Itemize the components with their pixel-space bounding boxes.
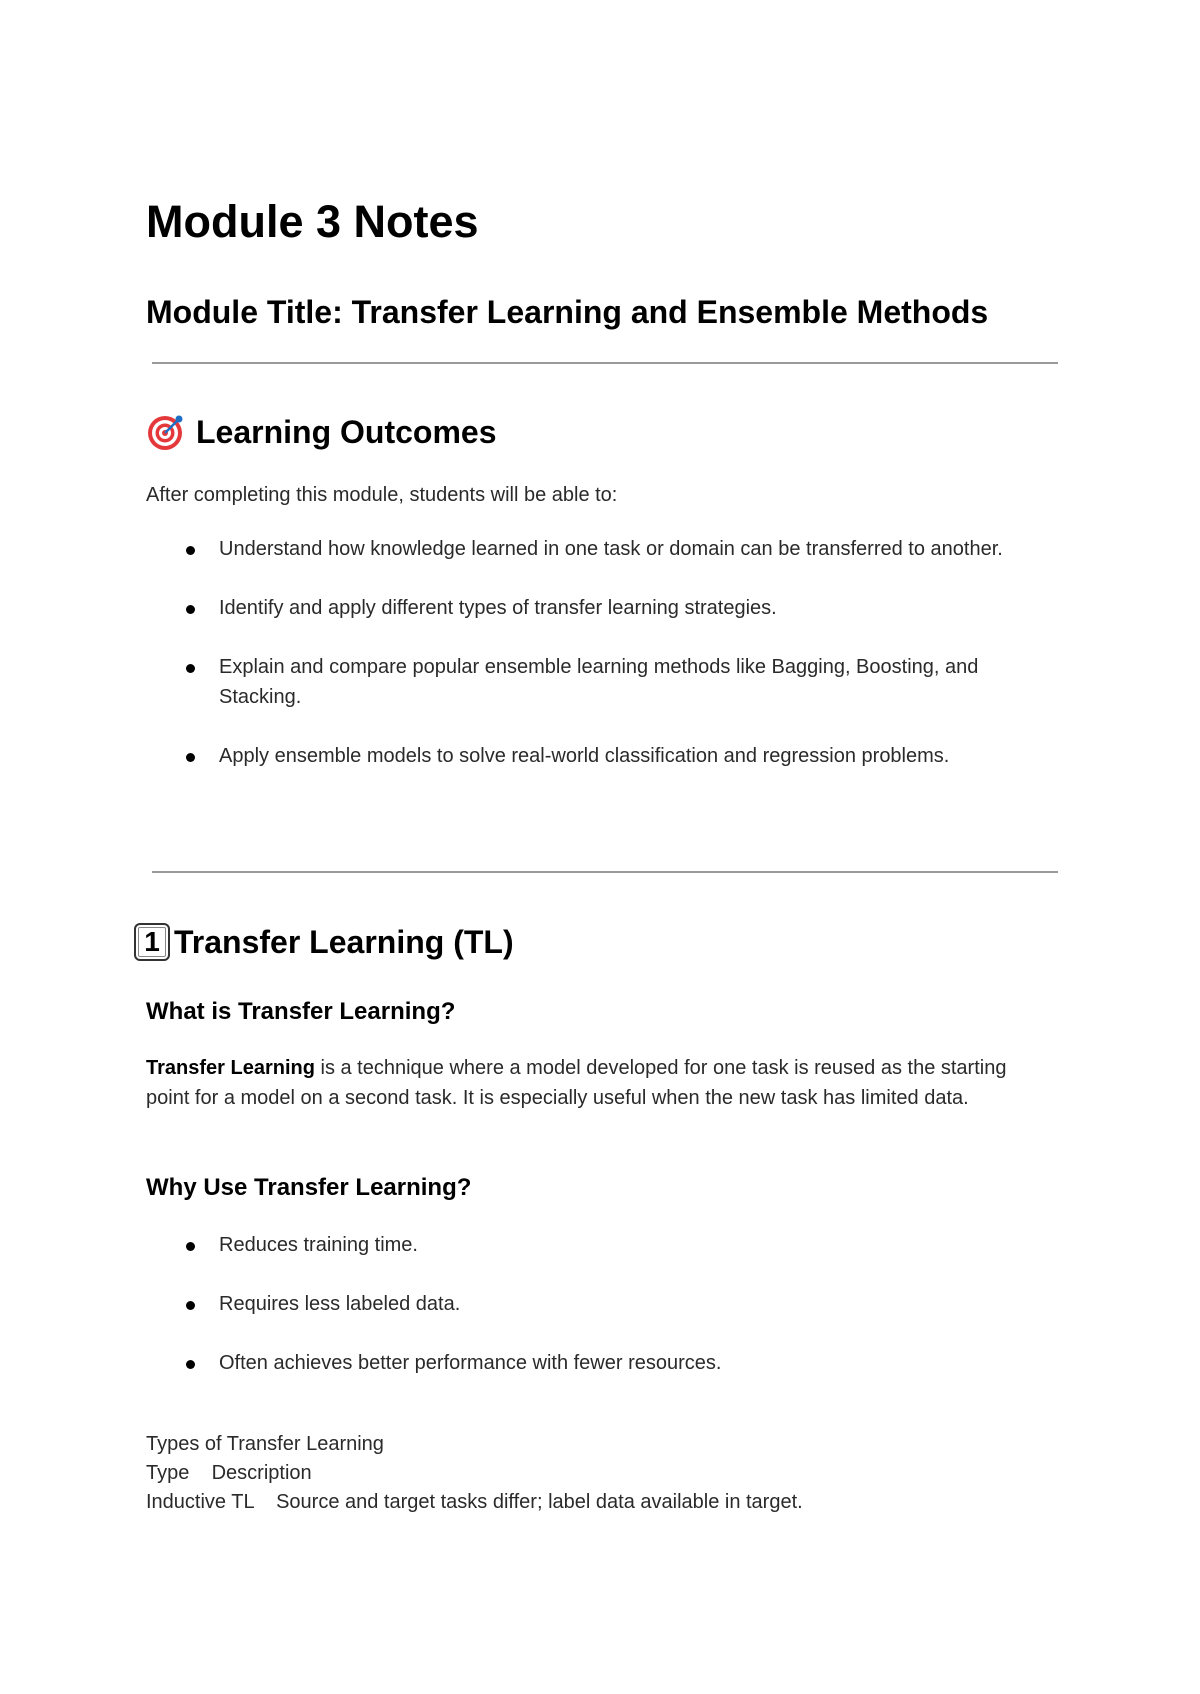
target-icon (146, 412, 186, 452)
bullet-icon (186, 1242, 195, 1251)
bullet-icon (186, 546, 195, 555)
list-item-text: Often achieves better performance with fewer resources. (219, 1352, 722, 1374)
list-item-text: Identify and apply different types of transfer learning strategies. (219, 597, 777, 619)
types-of-tl-table (146, 1430, 803, 1517)
list-item (146, 1289, 1046, 1319)
transfer-learning-heading (146, 922, 514, 962)
tl-definition (146, 1053, 1046, 1113)
module-title: Module Title: Transfer Learning and Ensemble Methods (146, 294, 989, 330)
outcomes-intro: After completing this module, students will be able to: (146, 484, 618, 506)
table-cell-description: Source and target tasks differ; label data available in target. (276, 1491, 803, 1513)
document-title: Module 3 Notes (146, 196, 479, 247)
table-header-description: Description (211, 1462, 312, 1484)
list-item-text: Explain and compare popular ensemble learning methods like Bagging, Boosting, and Stacking. (219, 656, 979, 708)
learning-outcomes-heading-text: Learning Outcomes (196, 414, 497, 450)
learning-outcomes-heading (146, 412, 497, 452)
horizontal-rule (152, 871, 1058, 873)
list-item (146, 741, 1046, 771)
why-use-tl-list (146, 1230, 1046, 1407)
tl-definition-text: is a technique where a model developed for one task is reused as the starting point for a model on a second task. It is especially useful when the new task has limited data. (146, 1057, 1007, 1109)
why-use-tl-heading: Why Use Transfer Learning? (146, 1174, 472, 1201)
what-is-tl-heading: What is Transfer Learning? (146, 998, 456, 1025)
horizontal-rule (152, 362, 1058, 364)
list-item (146, 1230, 1046, 1260)
bullet-icon (186, 753, 195, 762)
table-header-type: Type (146, 1462, 190, 1484)
list-item (146, 534, 1046, 564)
learning-outcomes-list (146, 534, 1046, 800)
list-item-text: Requires less labeled data. (219, 1293, 461, 1315)
bullet-icon (186, 1360, 195, 1369)
table-cell-type: Inductive TL (146, 1491, 254, 1513)
list-item-text: Reduces training time. (219, 1234, 418, 1256)
list-item (146, 652, 1046, 712)
bullet-icon (186, 664, 195, 673)
list-item (146, 1348, 1046, 1378)
table-row (146, 1488, 803, 1517)
keycap-one-icon: 1 (134, 923, 170, 961)
list-item (146, 593, 1046, 623)
table-caption: Types of Transfer Learning (146, 1433, 384, 1455)
transfer-learning-heading-text: Transfer Learning (TL) (174, 924, 514, 960)
table-header-row (146, 1459, 803, 1488)
list-item-text: Apply ensemble models to solve real-world classification and regression problems. (219, 745, 950, 767)
bullet-icon (186, 1301, 195, 1310)
list-item-text: Understand how knowledge learned in one task or domain can be transferred to another. (219, 538, 1003, 560)
bullet-icon (186, 605, 195, 614)
tl-definition-term: Transfer Learning (146, 1057, 315, 1079)
